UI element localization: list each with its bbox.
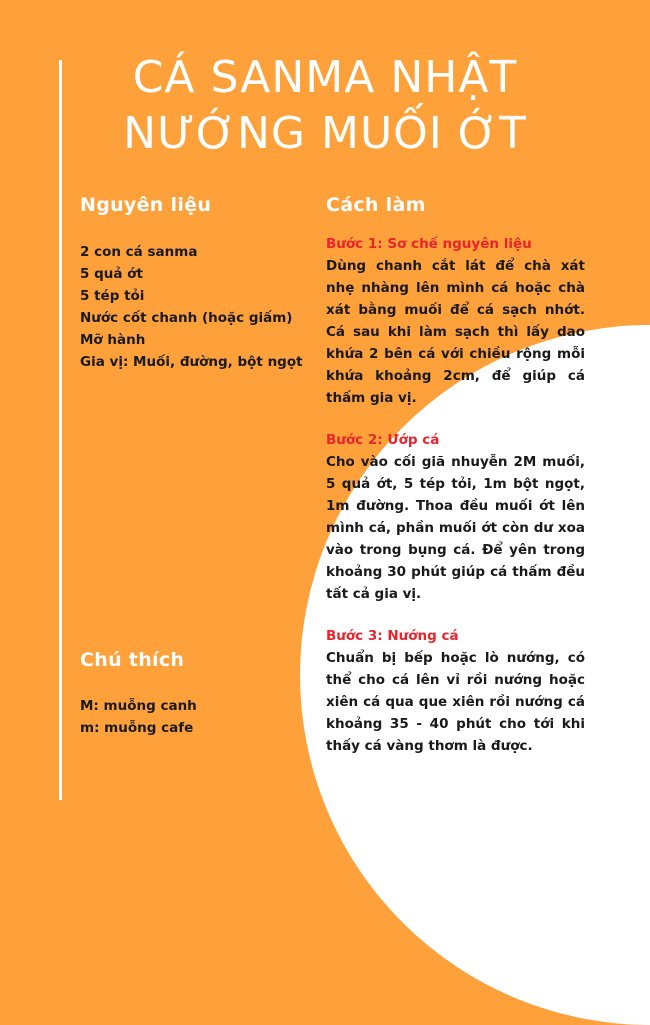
step-title: Bước 2: Ướp cá bbox=[326, 432, 440, 448]
ingredients-list bbox=[80, 241, 303, 373]
title-line-1: CÁ SANMA NHẬT bbox=[132, 52, 518, 103]
ingredient-item: Mỡ hành bbox=[80, 332, 146, 348]
step-body: Chuẩn bị bếp hoặc lò nướng, có thể cho cá lên vỉ rồi nướng hoặc xiên cá qua que xiên rồi nướng cá khoảng 35 - 40 phút cho tới khi thấy cá vàng thơm là được. bbox=[326, 650, 585, 754]
notes-heading: Chú thích bbox=[80, 649, 185, 671]
step-title: Bước 1: Sơ chế nguyên liệu bbox=[326, 236, 532, 252]
ingredient-item: Gia vị: Muối, đường, bột ngọt bbox=[80, 354, 303, 370]
step-title: Bước 3: Nướng cá bbox=[326, 628, 459, 644]
vertical-divider bbox=[59, 60, 62, 800]
recipe-title bbox=[80, 50, 570, 162]
ingredient-item: 2 con cá sanma bbox=[80, 244, 198, 260]
step-body: Cho vào cối giã nhuyễn 2M muối, 5 quả ớt, 5 tép tỏi, 1m bột ngọt, 1m đường. Thoa đều muối ớt lên mình cá, phần muối ớt còn dư xoa vào trong bụng cá. Để yên trong khoảng 30 phút giúp cá thấm đều tất cả gia vị. bbox=[326, 454, 585, 602]
title-line-2: NƯỚNG MUỐI ỚT bbox=[123, 108, 527, 159]
note-item: M: muỗng canh bbox=[80, 698, 197, 714]
note-item: m: muỗng cafe bbox=[80, 720, 194, 736]
ingredient-item: 5 quả ớt bbox=[80, 266, 143, 282]
method-steps bbox=[326, 233, 585, 777]
step-body: Dùng chanh cắt lát để chà xát nhẹ nhàng lên mình cá hoặc chà xát bằng muối để cá sạch nhớt. Cá sau khi làm sạch thì lấy dao khứa 2 bên cá với chiều rộng mỗi khứa khoảng 2cm, để giúp cá thấm gia vị. bbox=[326, 258, 585, 406]
ingredients-heading: Nguyên liệu bbox=[80, 194, 212, 216]
ingredient-item: 5 tép tỏi bbox=[80, 288, 145, 304]
step-2 bbox=[326, 429, 585, 605]
ingredient-item: Nước cốt chanh (hoặc giấm) bbox=[80, 310, 293, 326]
method-heading: Cách làm bbox=[326, 194, 426, 216]
notes-list bbox=[80, 695, 197, 739]
step-1 bbox=[326, 233, 585, 409]
step-3 bbox=[326, 625, 585, 757]
